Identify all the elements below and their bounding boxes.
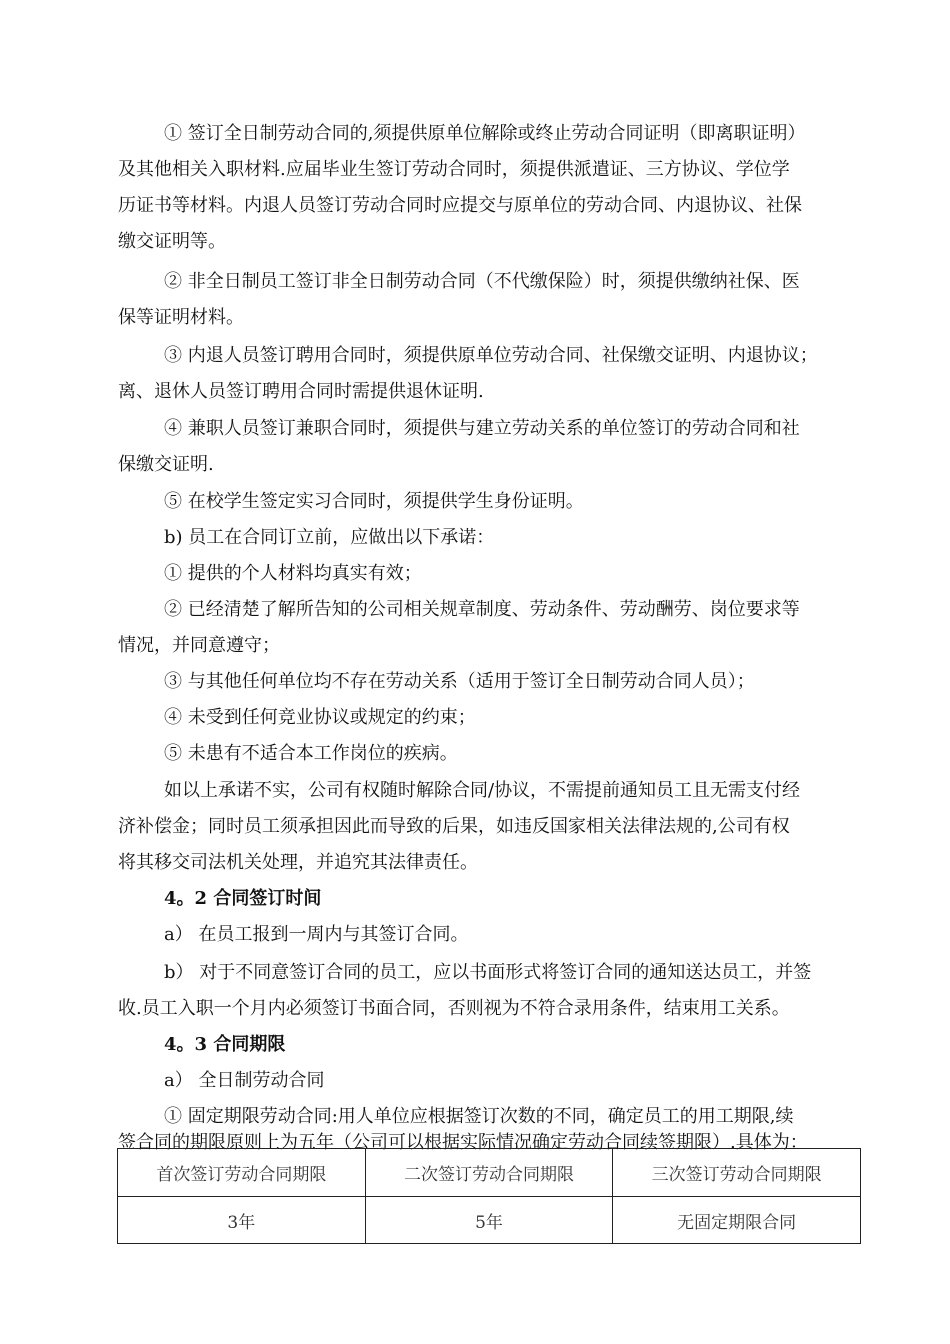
para-line: 离、退休人员签订聘用合同时需提供退休证明.	[118, 381, 484, 402]
table-header-cell: 首次签订劳动合同期限	[118, 1149, 366, 1197]
para-line: ① 固定期限劳动合同:用人单位应根据签订次数的不同，确定员工的用工期限,续	[164, 1106, 794, 1127]
para-line: 情况，并同意遵守；	[118, 635, 280, 656]
section-heading: 4。3 合同期限	[164, 1034, 286, 1055]
para-line: ② 非全日制员工签订非全日制劳动合同（不代缴保险）时，须提供缴纳社保、医	[164, 271, 800, 292]
para-line: b) 员工在合同订立前，应做出以下承诺：	[164, 527, 495, 548]
table-header-row	[118, 1149, 861, 1197]
table-header-cell: 三次签订劳动合同期限	[613, 1149, 861, 1197]
para-line: ① 提供的个人材料均真实有效；	[164, 563, 422, 584]
table-row	[118, 1197, 861, 1244]
table-cell: 无固定期限合同	[613, 1197, 861, 1244]
para-line: 签合同的期限原则上为五年（公司可以根据实际情况确定劳动合同续签期限）.具体为：	[118, 1132, 808, 1153]
para-line: ② 已经清楚了解所告知的公司相关规章制度、劳动条件、劳动酬劳、岗位要求等	[164, 599, 800, 620]
para-line: ⑤ 未患有不适合本工作岗位的疾病。	[164, 743, 458, 764]
para-line: a） 全日制劳动合同	[164, 1070, 325, 1091]
table-header-cell: 二次签订劳动合同期限	[365, 1149, 613, 1197]
para-line: 历证书等材料。内退人员签订劳动合同时应提交与原单位的劳动合同、内退协议、社保	[118, 195, 802, 216]
para-line: ③ 与其他任何单位均不存在劳动关系（适用于签订全日制劳动合同人员）；	[164, 671, 755, 692]
para-line: ④ 未受到任何竞业协议或规定的约束；	[164, 707, 476, 728]
para-line: a） 在员工报到一周内与其签订合同。	[164, 924, 469, 945]
para-line: ① 签订全日制劳动合同的,须提供原单位解除或终止劳动合同证明（即离职证明）	[164, 123, 806, 144]
table-cell: 3年	[118, 1197, 366, 1244]
para-line: 如以上承诺不实，公司有权随时解除合同/协议，不需提前通知员工且无需支付经	[164, 780, 801, 801]
para-line: b） 对于不同意签订合同的员工，应以书面形式将签订合同的通知送达员工，并签	[164, 962, 812, 983]
para-line: 将其移交司法机关处理，并追究其法律责任。	[118, 852, 478, 873]
para-line: 收.员工入职一个月内必须签订书面合同，否则视为不符合录用条件，结束用工关系。	[118, 998, 790, 1019]
section-heading: 4。2 合同签订时间	[164, 888, 322, 909]
para-line: 及其他相关入职材料.应届毕业生签订劳动合同时，须提供派遣证、三方协议、学位学	[118, 159, 790, 180]
para-line: ⑤ 在校学生签定实习合同时，须提供学生身份证明。	[164, 491, 584, 512]
para-line: 济补偿金；同时员工须承担因此而导致的后果，如违反国家相关法律法规的,公司有权	[118, 816, 790, 837]
para-line: ④ 兼职人员签订兼职合同时，须提供与建立劳动关系的单位签订的劳动合同和社	[164, 418, 800, 439]
para-line: 缴交证明等。	[118, 231, 226, 252]
table-cell: 5年	[365, 1197, 613, 1244]
contract-term-table	[117, 1148, 861, 1244]
para-line: ③ 内退人员签订聘用合同时，须提供原单位劳动合同、社保缴交证明、内退协议；	[164, 345, 818, 366]
para-line: 保等证明材料。	[118, 307, 244, 328]
para-line: 保缴交证明.	[118, 454, 214, 475]
